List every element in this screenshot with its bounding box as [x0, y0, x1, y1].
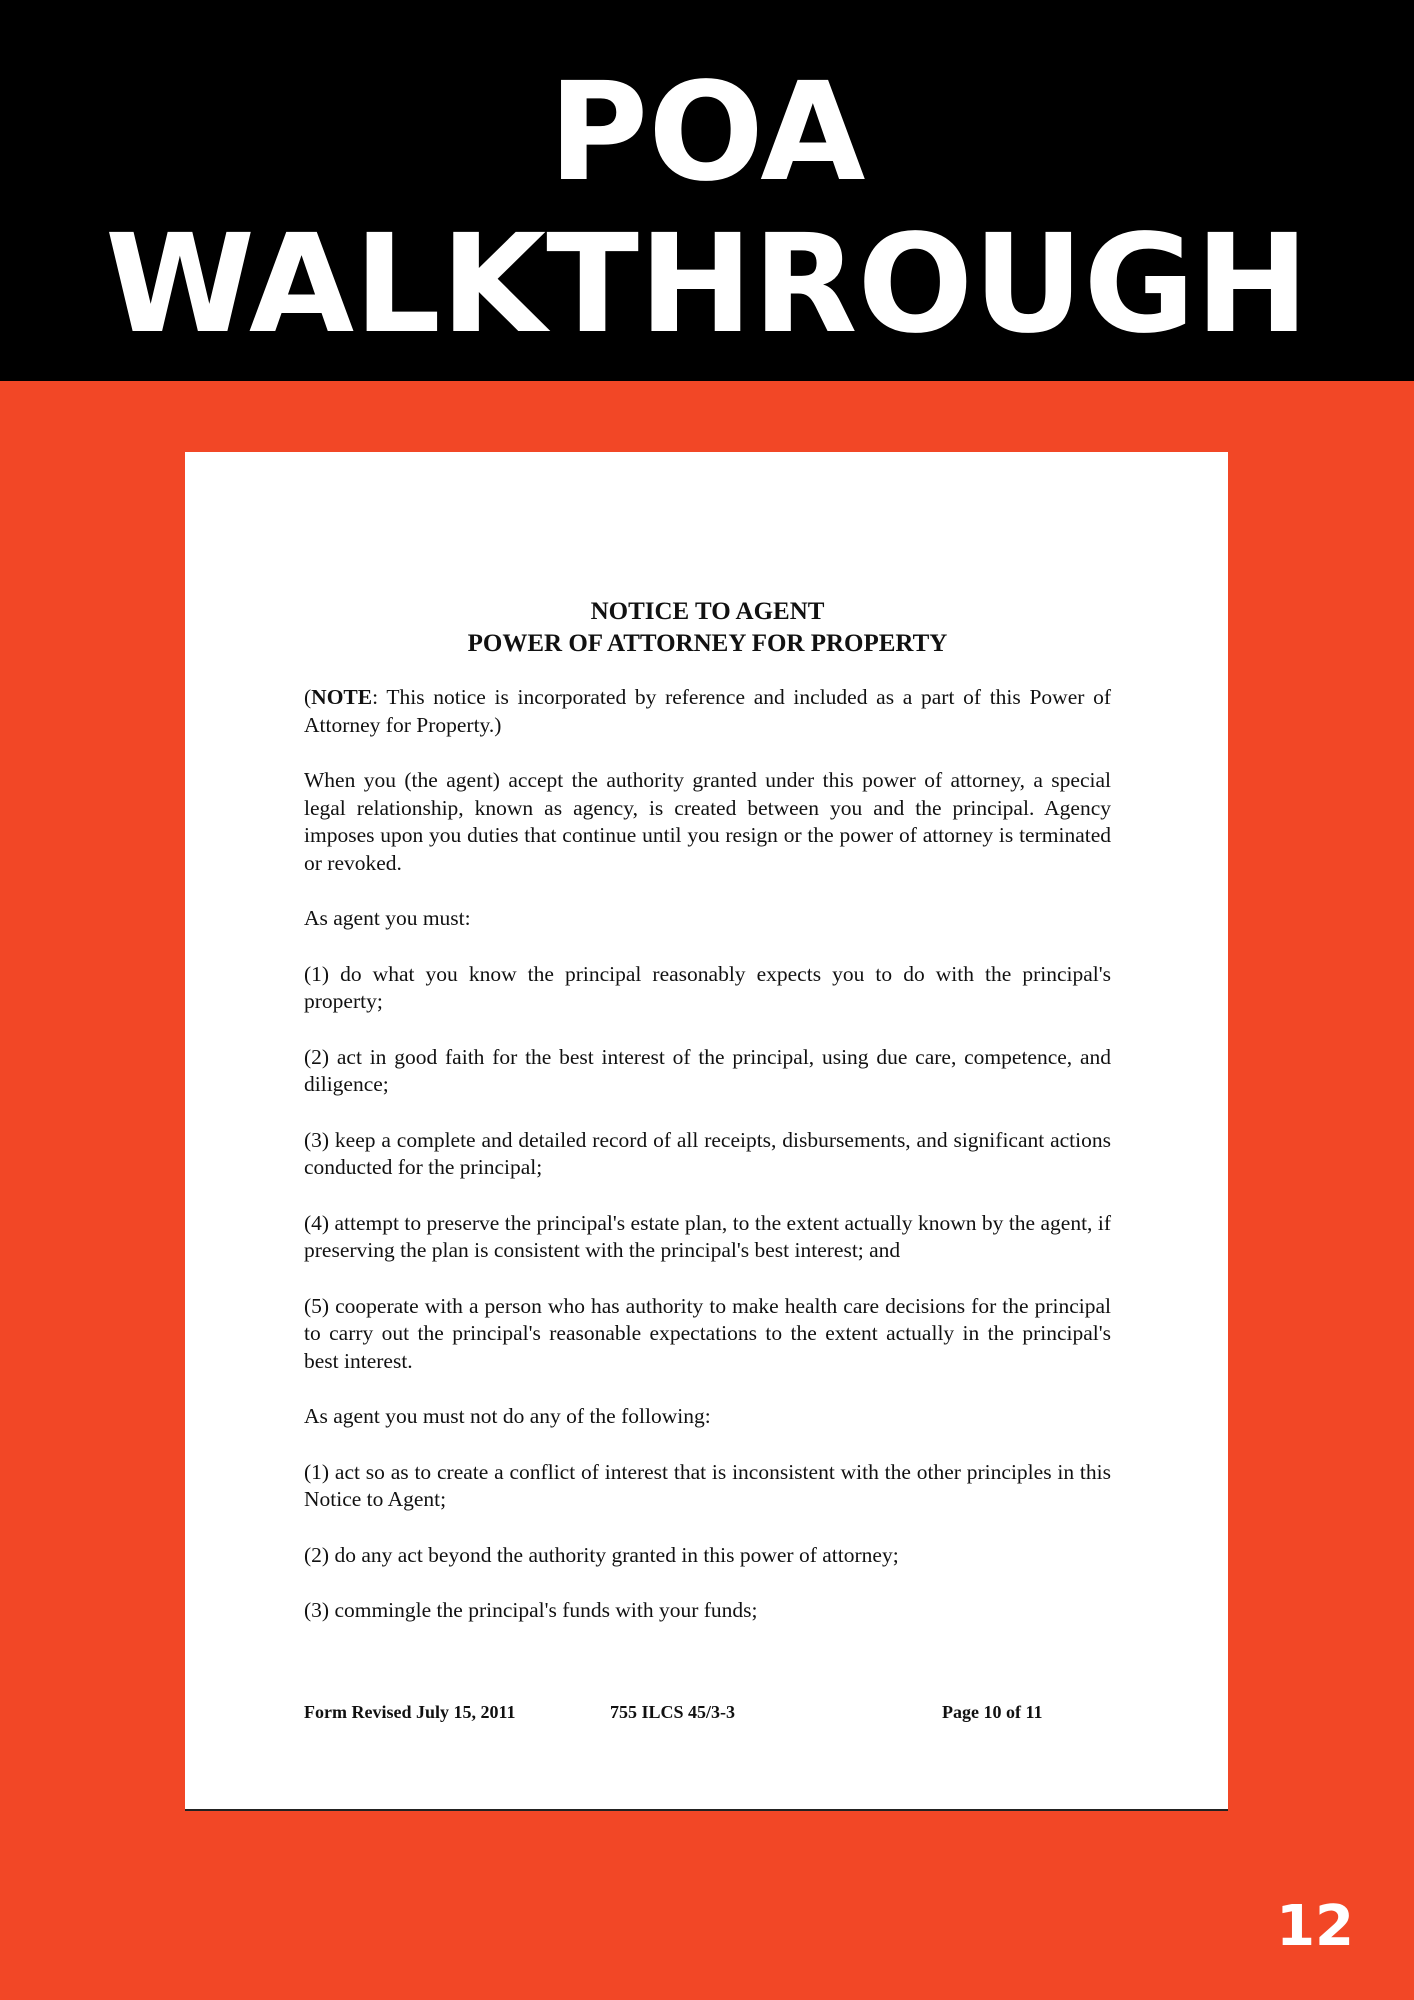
document-body [304, 596, 1111, 1653]
banner-title-line1: POA [548, 54, 866, 212]
must-not-item-2: (2) do any act beyond the authority granted in this power of attorney; [304, 1542, 899, 1567]
footer-statute: 755 ILCS 45/3-3 [610, 1702, 736, 1722]
must-heading: As agent you must: [304, 906, 471, 930]
must-not-item-3: (3) commingle the principal's funds with your funds; [304, 1598, 758, 1622]
note-label: NOTE [311, 685, 373, 709]
must-item-5: (5) cooperate with a person who has authority to make health care decisions for the principal to carry out the principal's reasonable expectations to the extent actually in the principal's best interest. [304, 1293, 1111, 1373]
intro-paragraph: When you (the agent) accept the authority granted under this power of attorney, a special legal relationship, known as agency, is created between you and the principal. Agency imposes upon you duties that continue until you resign or the power of attorney is terminated or revoked. [304, 768, 1111, 875]
footer-revised-date: Form Revised July 15, 2011 [304, 1702, 516, 1722]
slide-page-number: 12 [1276, 1894, 1354, 1959]
note-paragraph [304, 684, 1111, 739]
document-title-line2: POWER OF ATTORNEY FOR PROPERTY [467, 630, 948, 657]
document-footer [304, 1702, 1111, 1726]
note-open: ( [304, 685, 312, 709]
must-item-2: (2) act in good faith for the best interest of the principal, using due care, competence, and diligence; [304, 1044, 1111, 1096]
note-text: : This notice is incorporated by reference and included as a part of this Power of Attorney for Property.) [304, 685, 1111, 737]
document-title-line1: NOTICE TO AGENT [590, 598, 825, 625]
document-page [185, 452, 1228, 1809]
must-item-4: (4) attempt to preserve the principal's estate plan, to the extent actually known by the agent, if preserving the plan is consistent with the principal's best interest; and [304, 1210, 1111, 1262]
footer-page-indicator: Page 10 of 11 [942, 1702, 1043, 1722]
document-title [304, 596, 1111, 660]
must-item-3: (3) keep a complete and detailed record of all receipts, disbursements, and significant actions conducted for the principal; [304, 1127, 1111, 1179]
title-banner [0, 0, 1414, 381]
must-item-1: (1) do what you know the principal reasonably expects you to do with the principal's property; [304, 961, 1111, 1013]
must-not-heading: As agent you must not do any of the following: [304, 1404, 711, 1428]
must-not-item-1: (1) act so as to create a conflict of interest that is inconsistent with the other principles in this Notice to Agent; [304, 1459, 1111, 1511]
banner-title-line2: WALKTHROUGH [104, 206, 1309, 364]
